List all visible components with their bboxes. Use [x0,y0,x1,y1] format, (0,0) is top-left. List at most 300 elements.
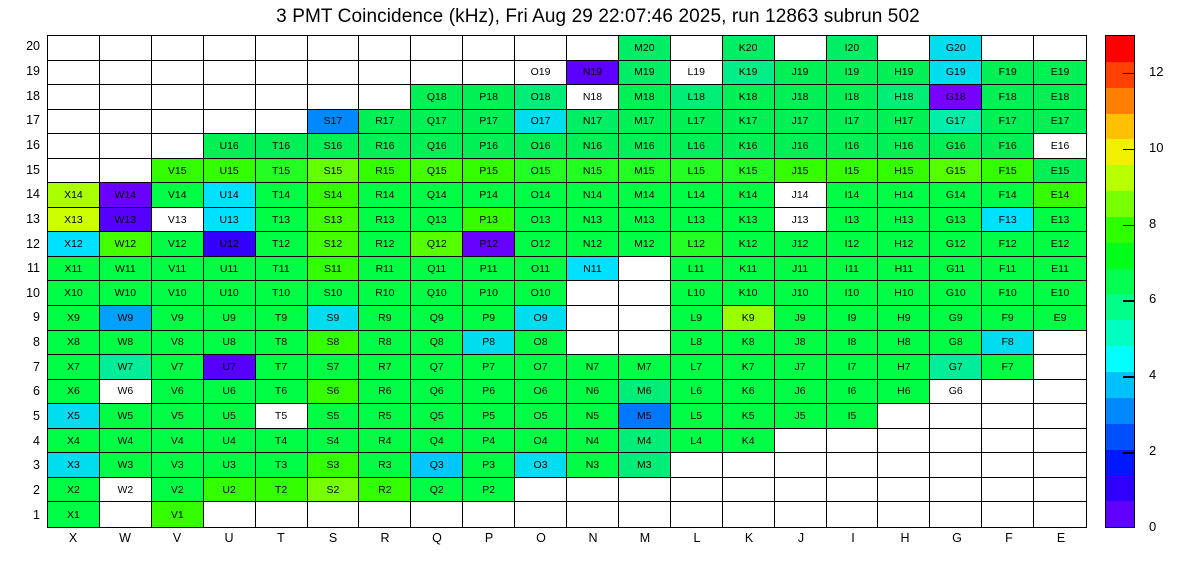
x-tick-label: U [224,531,234,545]
colorbar-segment [1106,36,1134,62]
heatmap-cell: T13 [256,208,308,233]
heatmap-cell: T8 [256,331,308,356]
heatmap-cell: W11 [100,257,152,282]
heatmap-cell: P18 [463,85,515,110]
heatmap-cell: Q5 [411,404,463,429]
heatmap-cell: G19 [930,61,982,86]
heatmap-cell: X4 [48,429,100,454]
heatmap-cell: T4 [256,429,308,454]
heatmap-cell: G14 [930,183,982,208]
colorbar-ticks [1135,28,1195,538]
heatmap-cell: M20 [619,36,671,61]
heatmap-cell: J8 [775,331,827,356]
heatmap-cell: J15 [775,159,827,184]
heatmap-cell: U3 [204,453,256,478]
heatmap-cell: P5 [463,404,515,429]
colorbar-segment [1106,114,1134,140]
heatmap-cell: H6 [878,380,930,405]
heatmap-cell: G9 [930,306,982,331]
heatmap-cell: F13 [982,208,1034,233]
y-axis-labels [0,35,1196,528]
heatmap-cell: P13 [463,208,515,233]
heatmap-cell: Q16 [411,134,463,159]
heatmap-cell: L16 [671,134,723,159]
y-tick-label: 6 [33,384,40,399]
colorbar-tick-mark [1123,376,1134,378]
heatmap-cell: W4 [100,429,152,454]
heatmap-cell: M17 [619,110,671,135]
heatmap-cell: P6 [463,380,515,405]
heatmap-cell: P8 [463,331,515,356]
heatmap-cell: S5 [308,404,360,429]
x-tick-label: R [380,531,390,545]
heatmap-cell: P15 [463,159,515,184]
heatmap-cell: H13 [878,208,930,233]
heatmap-cell: H9 [878,306,930,331]
heatmap-cell: J11 [775,257,827,282]
heatmap-cell: K4 [723,429,775,454]
heatmap-cell: L9 [671,306,723,331]
heatmap-cell: S10 [308,281,360,306]
heatmap-cell: N13 [567,208,619,233]
heatmap-cell: W12 [100,232,152,257]
heatmap-cell: F12 [982,232,1034,257]
heatmap-cell: J9 [775,306,827,331]
heatmap-cell: R5 [359,404,411,429]
heatmap-cell: Q10 [411,281,463,306]
colorbar-segment [1106,165,1134,191]
heatmap-cell: X1 [48,502,100,527]
heatmap-cell: R11 [359,257,411,282]
heatmap-cell: X12 [48,232,100,257]
heatmap-cell: K17 [723,110,775,135]
heatmap-cell: M5 [619,404,671,429]
heatmap-cell: X5 [48,404,100,429]
colorbar-tick-mark [1123,452,1134,454]
heatmap-cell: N7 [567,355,619,380]
heatmap-cell: I20 [827,36,879,61]
heatmap-cell: P16 [463,134,515,159]
heatmap-cell: I11 [827,257,879,282]
heatmap-cell: N16 [567,134,619,159]
colorbar-tick-label: 4 [1149,367,1157,383]
heatmap-cell: V1 [152,502,204,527]
heatmap-cell: H10 [878,281,930,306]
colorbar-tick-label: 6 [1149,291,1157,307]
heatmap-cell: V8 [152,331,204,356]
heatmap-cell: N15 [567,159,619,184]
x-tick-label: H [900,531,910,545]
heatmap-cell: L10 [671,281,723,306]
heatmap-cell: G11 [930,257,982,282]
heatmap-cell: K19 [723,61,775,86]
heatmap-cell: U14 [204,183,256,208]
heatmap-cell: K10 [723,281,775,306]
heatmap-cell: G15 [930,159,982,184]
heatmap-cell: V2 [152,478,204,503]
heatmap-cell: H11 [878,257,930,282]
heatmap-cell: L19 [671,61,723,86]
heatmap-cell: V14 [152,183,204,208]
heatmap-cell: J10 [775,281,827,306]
heatmap-cell: H19 [878,61,930,86]
heatmap-cell: I6 [827,380,879,405]
x-tick-label: L [693,531,701,545]
heatmap-cell: P14 [463,183,515,208]
heatmap-cell: L8 [671,331,723,356]
y-tick-label: 14 [26,187,40,202]
heatmap-cell: N19 [567,61,619,86]
heatmap-cell: R10 [359,281,411,306]
heatmap-cell: N6 [567,380,619,405]
heatmap-cell: W14 [100,183,152,208]
heatmap-cell: M4 [619,429,671,454]
x-tick-label: J [797,531,805,545]
heatmap-cell: S16 [308,134,360,159]
heatmap-cell: W10 [100,281,152,306]
heatmap-cell: E15 [1034,159,1086,184]
heatmap-cell: G12 [930,232,982,257]
heatmap-cell: H16 [878,134,930,159]
heatmap-cell: X14 [48,183,100,208]
colorbar-tick-mark [1123,73,1134,75]
heatmap-cell: H7 [878,355,930,380]
heatmap-cell: R3 [359,453,411,478]
heatmap-cell: V15 [152,159,204,184]
heatmap-cell: I13 [827,208,879,233]
heatmap-cell: X11 [48,257,100,282]
heatmap-cell: P3 [463,453,515,478]
heatmap-cell: E17 [1034,110,1086,135]
heatmap-cell: S13 [308,208,360,233]
heatmap-cell: L14 [671,183,723,208]
heatmap-cell: O6 [515,380,567,405]
colorbar-segment [1106,217,1134,243]
y-tick-label: 7 [33,359,40,374]
heatmap-cell: S2 [308,478,360,503]
heatmap-cell: R9 [359,306,411,331]
heatmap-cell: P17 [463,110,515,135]
heatmap-cell: I5 [827,404,879,429]
colorbar-segment [1106,424,1134,450]
heatmap-cell: F9 [982,306,1034,331]
heatmap-cell: R15 [359,159,411,184]
heatmap-cell: E12 [1034,232,1086,257]
heatmap-cell: Q13 [411,208,463,233]
heatmap-cell: J12 [775,232,827,257]
heatmap-cell: Q2 [411,478,463,503]
heatmap-cell: S14 [308,183,360,208]
heatmap-cell: Q18 [411,85,463,110]
x-tick-label: W [119,531,131,545]
heatmap-cell: X7 [48,355,100,380]
heatmap-cell: I10 [827,281,879,306]
heatmap-cell: U4 [204,429,256,454]
heatmap-cell: I14 [827,183,879,208]
heatmap-cell: J13 [775,208,827,233]
heatmap-cell: U2 [204,478,256,503]
heatmap-cell: F14 [982,183,1034,208]
heatmap-cell: J16 [775,134,827,159]
heatmap-cell: R6 [359,380,411,405]
heatmap-cell: R4 [359,429,411,454]
x-tick-label: Q [432,531,442,545]
heatmap-cell: J5 [775,404,827,429]
heatmap-cell: O16 [515,134,567,159]
heatmap-cell: K6 [723,380,775,405]
heatmap-cell: P10 [463,281,515,306]
heatmap-cell: T15 [256,159,308,184]
heatmap-cell: E9 [1034,306,1086,331]
heatmap-cell: V7 [152,355,204,380]
heatmap-cell: V3 [152,453,204,478]
heatmap-cell: L18 [671,85,723,110]
heatmap-cell: O18 [515,85,567,110]
heatmap-cell: E19 [1034,61,1086,86]
heatmap-cell: Q17 [411,110,463,135]
heatmap-cell: S17 [308,110,360,135]
heatmap-cell: R14 [359,183,411,208]
heatmap-cell: P11 [463,257,515,282]
heatmap-cell: X9 [48,306,100,331]
heatmap-cell: T9 [256,306,308,331]
heatmap-cell: J17 [775,110,827,135]
heatmap-cell: S6 [308,380,360,405]
heatmap-cell: O17 [515,110,567,135]
heatmap-cell: U16 [204,134,256,159]
heatmap-cell: U6 [204,380,256,405]
heatmap-cell: I17 [827,110,879,135]
heatmap-cell: F16 [982,134,1034,159]
heatmap-cell: V13 [152,208,204,233]
heatmap-cell: S9 [308,306,360,331]
heatmap-cell: M16 [619,134,671,159]
x-axis-labels [47,531,1087,551]
y-tick-label: 15 [26,162,40,177]
heatmap-cell: U7 [204,355,256,380]
colorbar-segment [1106,269,1134,295]
heatmap-cell: V5 [152,404,204,429]
heatmap-cell: W7 [100,355,152,380]
heatmap-cell: F7 [982,355,1034,380]
heatmap-cell: P12 [463,232,515,257]
heatmap-cell: O9 [515,306,567,331]
heatmap-cell: O10 [515,281,567,306]
y-tick-label: 18 [26,88,40,103]
heatmap-cell: L17 [671,110,723,135]
heatmap-cell: G18 [930,85,982,110]
heatmap-cell: V12 [152,232,204,257]
heatmap-cell: I8 [827,331,879,356]
y-tick-label: 3 [33,458,40,473]
y-tick-label: 8 [33,335,40,350]
heatmap-cell: W2 [100,478,152,503]
heatmap-cell: H12 [878,232,930,257]
heatmap-cell: S3 [308,453,360,478]
heatmap-cell: V10 [152,281,204,306]
heatmap-cell: G16 [930,134,982,159]
heatmap-cell: Q9 [411,306,463,331]
heatmap-cell: N12 [567,232,619,257]
colorbar-tick-label: 8 [1149,215,1157,231]
heatmap-cell: V6 [152,380,204,405]
heatmap-cell: S7 [308,355,360,380]
heatmap-cell: N4 [567,429,619,454]
heatmap-cell: E16 [1034,134,1086,159]
heatmap-cell: R8 [359,331,411,356]
heatmap-cell: G17 [930,110,982,135]
heatmap-cell: E18 [1034,85,1086,110]
heatmap-cell: G13 [930,208,982,233]
heatmap-cell: X6 [48,380,100,405]
heatmap-cell: Q7 [411,355,463,380]
heatmap-cell: J18 [775,85,827,110]
heatmap-cell: L11 [671,257,723,282]
heatmap-cell: T10 [256,281,308,306]
heatmap-cell: Q14 [411,183,463,208]
heatmap-cell: X2 [48,478,100,503]
x-tick-label: F [1005,531,1013,545]
heatmap-cell: Q4 [411,429,463,454]
heatmap-cell: R7 [359,355,411,380]
heatmap-cell: L4 [671,429,723,454]
heatmap-cell: P2 [463,478,515,503]
heatmap-cell: T12 [256,232,308,257]
heatmap-cell: U9 [204,306,256,331]
heatmap-cell: G6 [930,380,982,405]
heatmap-cell: I15 [827,159,879,184]
heatmap-cell: T3 [256,453,308,478]
heatmap-cell: M7 [619,355,671,380]
heatmap-cell: F19 [982,61,1034,86]
heatmap-cell: S15 [308,159,360,184]
colorbar-segment [1106,346,1134,372]
x-tick-label: M [639,531,651,545]
heatmap-cell: X8 [48,331,100,356]
heatmap-cell: M19 [619,61,671,86]
heatmap-cell: I7 [827,355,879,380]
heatmap-cell: M15 [619,159,671,184]
colorbar-segment [1106,191,1134,217]
heatmap-cell: R13 [359,208,411,233]
heatmap-cell: K15 [723,159,775,184]
heatmap-cell: I9 [827,306,879,331]
heatmap-cell: U13 [204,208,256,233]
heatmap-cell: W13 [100,208,152,233]
y-tick-label: 1 [33,507,40,522]
heatmap-cell: O13 [515,208,567,233]
heatmap-cell: H17 [878,110,930,135]
heatmap-cell: W9 [100,306,152,331]
heatmap-cell: X10 [48,281,100,306]
y-tick-label: 2 [33,483,40,498]
colorbar-segment [1106,294,1134,320]
heatmap-cell: I18 [827,85,879,110]
heatmap-cell: F10 [982,281,1034,306]
heatmap-cell: K9 [723,306,775,331]
colorbar-tick-mark [1123,300,1134,302]
y-tick-label: 17 [26,113,40,128]
heatmap-cell: Q8 [411,331,463,356]
x-tick-label: G [952,531,962,545]
x-tick-label: E [1056,531,1066,545]
heatmap-cell: M6 [619,380,671,405]
heatmap-cell: E14 [1034,183,1086,208]
x-tick-label: O [536,531,546,545]
heatmap-cell: W6 [100,380,152,405]
x-tick-label: K [744,531,754,545]
heatmap-cell: W5 [100,404,152,429]
heatmap-cell: O14 [515,183,567,208]
heatmap-cell: K7 [723,355,775,380]
x-tick-label: S [328,531,338,545]
colorbar [1105,35,1135,528]
heatmap-cell: T11 [256,257,308,282]
heatmap-cell: T6 [256,380,308,405]
heatmap-cell: E13 [1034,208,1086,233]
heatmap-cell: U10 [204,281,256,306]
colorbar-segment [1106,475,1134,501]
colorbar-tick-mark [1123,225,1134,227]
colorbar-tick-label: 12 [1149,63,1164,79]
heatmap-cell: K12 [723,232,775,257]
y-tick-label: 12 [26,236,40,251]
heatmap-cell: T2 [256,478,308,503]
heatmap-cell: R16 [359,134,411,159]
y-tick-label: 9 [33,310,40,325]
heatmap-cell: K18 [723,85,775,110]
heatmap-cell: U8 [204,331,256,356]
heatmap-cell: Q3 [411,453,463,478]
colorbar-tick-label: 10 [1149,139,1164,155]
heatmap-cell: O19 [515,61,567,86]
heatmap-cell: F17 [982,110,1034,135]
colorbar-segment [1106,139,1134,165]
heatmap-cell: E11 [1034,257,1086,282]
y-tick-label: 20 [26,39,40,54]
heatmap-cell: O4 [515,429,567,454]
heatmap-cell: N5 [567,404,619,429]
y-tick-label: 10 [26,285,40,300]
colorbar-tick-label: 2 [1149,443,1157,459]
heatmap-cell: K14 [723,183,775,208]
heatmap-cell: Q15 [411,159,463,184]
heatmap-cell: Q6 [411,380,463,405]
colorbar-tick-label: 0 [1149,519,1157,534]
heatmap-cell: N11 [567,257,619,282]
heatmap-cell: F8 [982,331,1034,356]
y-tick-label: 19 [26,63,40,78]
y-tick-label: 13 [26,211,40,226]
heatmap-cell: K20 [723,36,775,61]
heatmap-cell: U11 [204,257,256,282]
heatmap-cell: O7 [515,355,567,380]
heatmap-cell: O8 [515,331,567,356]
heatmap-cell: K13 [723,208,775,233]
heatmap-cell: J7 [775,355,827,380]
heatmap-cell: T16 [256,134,308,159]
colorbar-segment [1106,501,1134,527]
heatmap-cell: P4 [463,429,515,454]
heatmap-cell: W3 [100,453,152,478]
colorbar-tick-mark [1123,149,1134,151]
heatmap-cell: H14 [878,183,930,208]
heatmap-cell: M12 [619,232,671,257]
heatmap-cell: K16 [723,134,775,159]
heatmap-cell: V11 [152,257,204,282]
heatmap-cell: M14 [619,183,671,208]
colorbar-segment [1106,320,1134,346]
